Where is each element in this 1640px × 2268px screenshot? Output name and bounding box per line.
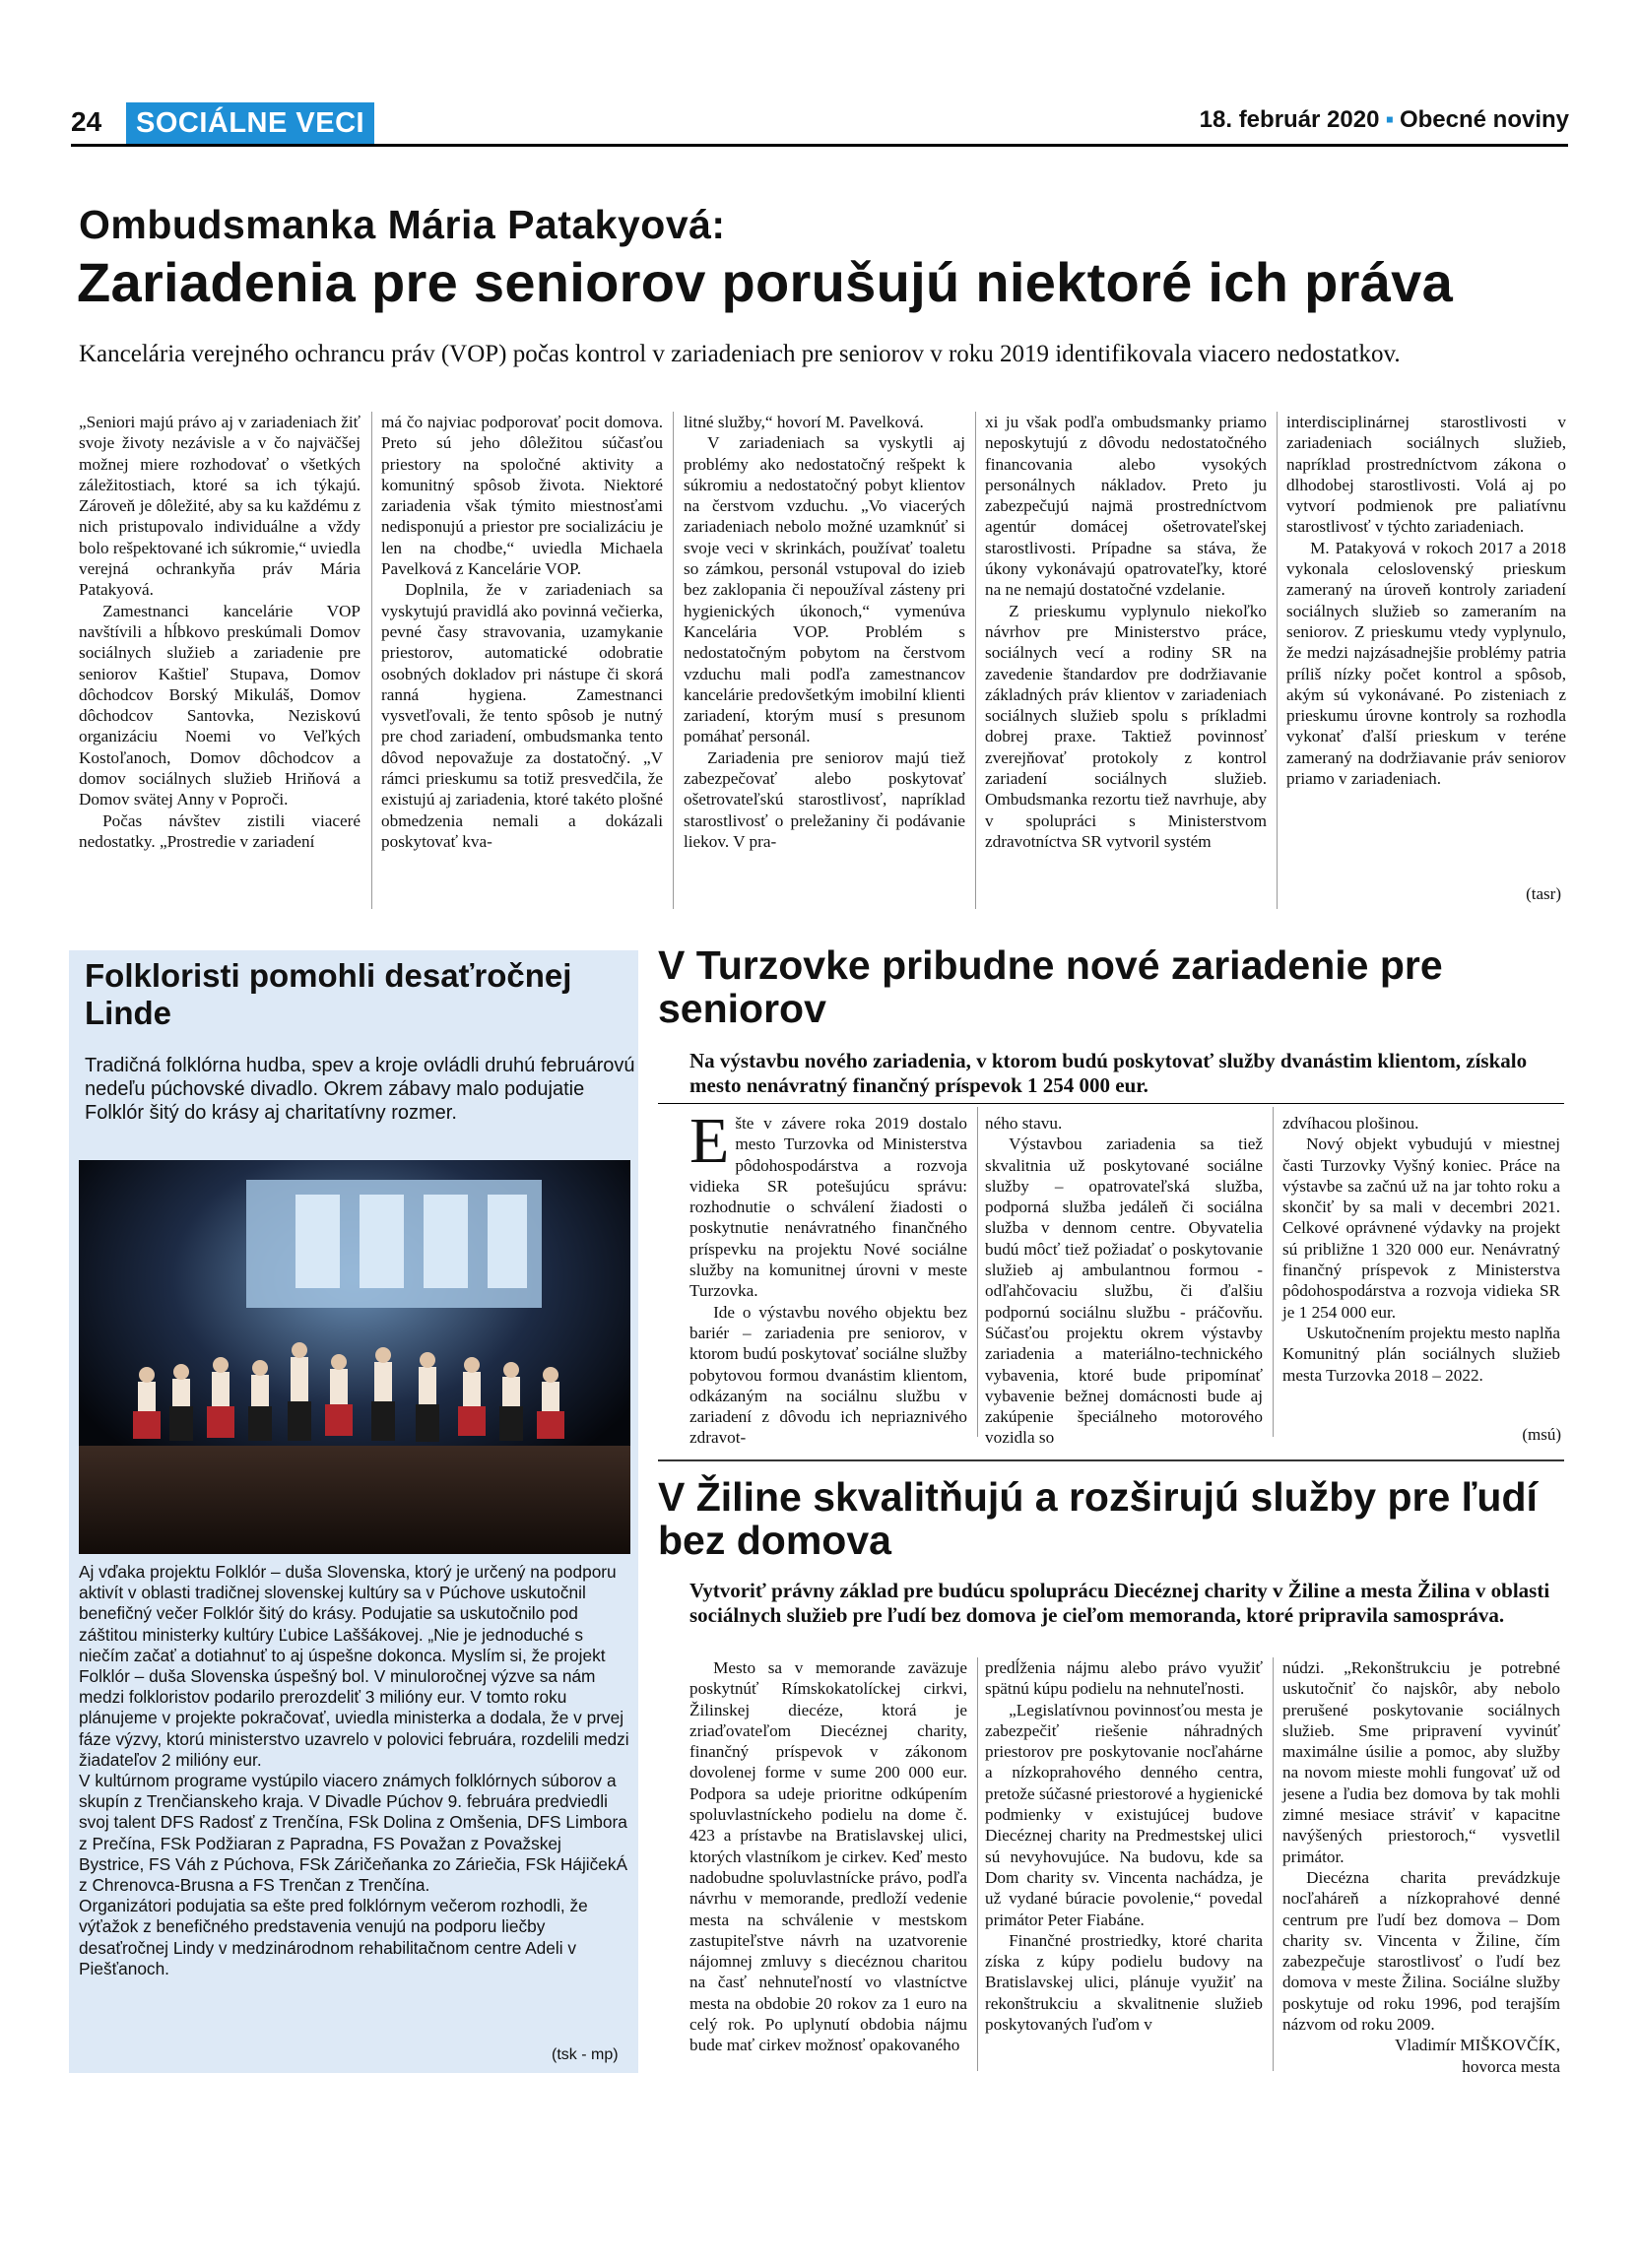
column-divider (977, 1657, 978, 2071)
article2-lead: Na výstavbu nového zariadenia, v ktorom budú poskytovať služby dvanástim klientom, získalo mesto nenávratný finančný príspevok 1 254 000 eur. (689, 1049, 1528, 1097)
paragraph: má čo najviac podporovať pocit domova. Preto sú jeho dôležitou súčasťou priestory na spoločné aktivity a komunitný spôsob života. Niektoré zariadenia však týmito miestnosťami nedisponujú a priestor pre socializáciu je len na chodbe,“ uviedla Michaela Pavelková z Kancelárie VOP. (381, 413, 663, 579)
paragraph: Doplnila, že v zariadeniach sa vyskytujú pravidlá ako povinná večierka, pevné časy stravovania, uzamykanie priestorov, automatické odobratie osobných dokladov pri nástupe či skorá ranná hygiena. Zamestnanci vysvetľovali, že tento spôsob je nutný pre chod zariadení, ombudsmanka tento dôvod nepovažuje za dostatočný. „V rámci prieskumu sa totiž presvedčila, že existujú aj zariadenia, ktoré takéto plošné obmedzenia nemali a dokázali poskytovať kva- (381, 580, 663, 851)
article2-column (689, 1105, 967, 1449)
paragraph: Aj vďaka projektu Folklór – duša Slovenska, ktorý je určený na podporu aktivít v oblasti tradičnej slovenskej kultúry sa v Púchove uskutočnil benefičný večer Folklór šitý do krásy. Podujatie sa uskutočnilo pod záštitou ministerky kultúry Ľubice Laššákovej. „Nie je jednoduché s niečím začať a dotiahnuť to aj úspešne dokonca. Myslím si, že projekt Folklór – duša Slovenska úspešný bol. V minuloročnej výzve sa nám medzi folkloristov podarilo prerozdeliť 3 milióny eur. V tomto roku plánujeme v projekte pokračovať, uviedla ministerka a dodala, že v prvej fáze výzvy, ktorú ministerstvo uzavrelo v polovici februára, rozdelili medzi žiadateľov 2 milióny eur. (79, 1562, 629, 1770)
header-rule (71, 144, 1568, 147)
paragraph: Finančné prostriedky, ktoré charita získa z kúpy podielu budovy na Bratislavskej ulici, plánuje využiť na rekonštrukciu a skvalitnenie služieb poskytovaných ľuďom v (985, 1930, 1263, 2035)
paragraph: V kultúrnom programe vystúpilo viacero známych folklórnych súborov a skupín z Trenčianskeho kraja. V Divadle Púchov 9. februára predviedli svoj talent DFS Radosť z Trenčína, FSk Dolina z Omšenia, DFS Limbora z Prečína, FSk Podžiaran z Papradna, FS Považan z Považskej Bystrice, FS Váh z Púchova, FSk Záričeňanka zo Záriečia, FSk HájičekÁ z Chrenovca-Brusna a FS Trenčan z Trenčína. (79, 1771, 628, 1896)
article2-signature: (msú) (1522, 1425, 1561, 1444)
sidebar-body (79, 1562, 630, 1979)
column-divider (1273, 1657, 1274, 2071)
paragraph: Diecézna charita prevádzkuje nocľaháreň a nízkoprahové denné centrum pre ľudí bez domova – Dom charity sv. Vincenta v Žiline, čím zabezpečuje starostlivosť o ľudí bez domova v meste Žilina. Sociálne služby poskytuje od roku 1996, pod terajším názvom od roku 2009. (1282, 1867, 1560, 2035)
article1-signature: (tasr) (1526, 884, 1561, 903)
column-divider (371, 412, 372, 909)
paragraph: Z prieskumu vyplynulo niekoľko návrhov pre Ministerstvo práce, sociálnych vecí a rodiny SR na zavedenie štandardov pre dodržiavanie základných práv klientov v zariadeniach sociálnych služieb spolu s príkladmi dobrej praxe. Taktiež povinnosť zverejňovať protokoly z kontrol zariadení sociálnych služieb. Ombudsmanka rezortu tiež navrhuje, aby v spolupráci s Ministerstvom zdravotníctva SR vytvoril systém (985, 601, 1267, 851)
article3-column (1282, 1657, 1560, 2077)
article1-column (985, 412, 1267, 852)
column-divider (975, 412, 976, 909)
paragraph: Zamestnanci kancelárie VOP navštívili a hĺbkovo preskúmali Domov sociálnych služieb a zariadenie pre seniorov Kaštieľ Stupava, Domov dôchodcov Borský Mikuláš, Domov dôchodcov Santovka, Neziskovú organizáciu Noemi vo Veľkých Kostoľanoch, Domov dôchodcov a domov sociálnych služieb Hriňová a Domov svätej Anny v Poproči. (79, 601, 361, 810)
lead-rule (658, 1103, 1564, 1104)
paragraph: V zariadeniach sa vyskytli aj problémy ako nedostatočný rešpekt k súkromiu a nedostatočný pobyt klientov na čerstvom vzduchu. „Vo viacerých zariadeniach nebolo možné uzamknúť si svoje veci v skrinkách, používať toaletu so zámkou, personál vstupoval do izieb bez zaklopania či nepoužíval zásteny pri hygienických úkonoch,“ vymenúva Kancelária VOP. Problém s nedostatočným pobytom na čerstvom vzduchu mali podľa zamestnancov kancelárie predovšetkým imobilní klienti zariadení, ktorým musí s presunom pomáhať personál. (684, 433, 965, 746)
folk-dance-stage-photo (79, 1160, 630, 1554)
paragraph: Nový objekt vybudujú v miestnej časti Turzovky Vyšný koniec. Práce na výstavbe sa začnú už na jar tohto roku a skončiť by sa mali v decembri 2021. Celkové oprávnené výdavky na projekt sú približne 1 320 000 eur. Nenávratný finančný príspevok z Ministerstva pôdohospodárstva a rozvoja vidieka SR je 1 254 000 eur. (1282, 1134, 1560, 1322)
article2-headline: V Turzovke pribudne nové zariadenie pre seniorov (658, 942, 1443, 1031)
sidebar-lead: Tradičná folklórna hudba, spev a kroje ovládli druhú februárovú nedeľu púchovské divadlo. Okrem zábavy malo podujatie Folklór šitý do krásy aj charitatívny rozmer. (85, 1055, 635, 1124)
article3-headline: V Žiline skvalitňujú a rozširujú služby pre ľudí bez domova (658, 1474, 1538, 1563)
article2-column (1282, 1113, 1560, 1386)
article1-column (381, 412, 663, 852)
paragraph: Mesto sa v memorande zaväzuje poskytnúť Rímskokatolíckej cirkvi, Žilinskej diecéze, ktorá je zriaďovateľom Diecéznej charity, finančný príspevok v zákonom dovolenej forme v sume 200 000 eur. Podpora sa udeje prioritne odkúpením spoluvlastníckeho podielu na dome č. 423 a prístavbe na Bratislavskej ulici, ktorých vlastníkom je cirkev. Keď mesto nadobudne spoluvlastnícke právo, podľa návrhu v memorande, predloží vedenie mesta na schválenie v mestskom zastupiteľstve návrh na uzatvorenie nájomnej zmluvy s diecéznou charitou na časť nehnuteľností vo vlastníctve mesta na obdobie 20 rokov za 1 euro na celý rok. Po uplynutí obdobia nájmu bude mať cirkev možnosť opakovaného (689, 1658, 967, 2055)
sidebar-signature: (tsk - mp) (552, 2046, 619, 2063)
article3-column (985, 1657, 1263, 2035)
paragraph: Organizátori podujatia sa ešte pred folklórnym večerom rozhodli, že výťažok z benefičného predstavenia venujú na podporu liečby desaťročnej Lindy v medzinárodnom rehabilitačnom centre Adeli v Piešťanoch. (79, 1896, 588, 1978)
paragraph: Ide o výstavbu nového objektu bez bariér – zariadenia pre seniorov, v ktorom budú poskytovať sociálne služby pobytovou formou dvanástim klientom, odkázaným na sociálnu službu v zariadení z dôvodu ich nepriaznivého zdravot- (689, 1302, 967, 1448)
article-separator (658, 1459, 1564, 1461)
paragraph: litné služby,“ hovorí M. Pavelková. (684, 413, 924, 431)
paragraph: Počas návštev zistili viaceré nedostatky. „Prostredie v zariadení (79, 810, 361, 851)
separator-dot: ▪ (1385, 106, 1394, 133)
paragraph: interdisciplinárnej starostlivosti v zariadeniach sociálnych služieb, napríklad prostredníctvom zákona o dlhodobej starostlivosti. Volá aj po vytvorí podmienok pre paliatívnu starostlivosť v týchto zariadeniach. (1286, 413, 1566, 537)
column-divider (977, 1107, 978, 1437)
article1-lead: Kancelária verejného ochrancu práv (VOP) počas kontrol v zariadeniach pre seniorov v roku 2019 identifikovala viacero nedostatkov. (79, 341, 1401, 367)
paragraph-text: šte v závere roka 2019 dostalo mesto Turzovka od Ministerstva pôdohospodárstva a rozvoja vidieka SR potešujúcu správu: rozhodnutie o schválení žiadosti o poskytnutie nenávratného finančného príspevku na projektu Nové sociálne služby na komunitnej úrovni v meste Turzovka. (689, 1114, 967, 1301)
article1-column (684, 412, 965, 852)
paragraph: Výstavbou zariadenia sa tiež skvalitnia už poskytované sociálne služby – opatrovateľská služba, podporná služba jedáleň či sociálna služba v dennom centre. Obyvatelia budú môcť tiež požiadať o poskytovanie služieb aj ambulantnou formou - odľahčovaciu službu, či ďalšiu podpornú sociálnu službu - práčovňu. Súčasťou projektu okrem výstavby zariadenia a materiálno-technického vybavenia, ktoré bude pripomínať vybavenie bežnej domácnosti bude aj zakúpenie špeciálneho motorového vozidla so (985, 1134, 1263, 1448)
article1-kicker: Ombudsmanka Mária Patakyová: (79, 202, 726, 247)
issue-date: 18. február 2020 (1199, 106, 1380, 133)
column-divider (673, 412, 674, 909)
paragraph: „Seniori majú právo aj v zariadeniach žiť svoje životy nezávisle a v čo najväčšej možnej miere rozhodovať o všetkých záležitostiach, ktoré sa ich týkajú. Zároveň je dôležité, aby sa ku každému z nich pristupovalo individuálne a vždy bolo rešpektované ich súkromie,“ uviedla verejná ochrankyňa práv Mária Patakyová. (79, 413, 361, 600)
paragraph: M. Patakyová v rokoch 2017 a 2018 vykonala celoslovenský prieskum zameraný na úroveň kontroly zariadení sociálnych služieb so zameraním na seniorov. Z prieskumu vtedy vyplynulo, že medzi najzásadnejšie problémy patria príliš nízky počet kontrol a spôsob, akým sú vykonávané. Po zisteniach z prieskumu úrovne kontroly sa rozhodla vykonať ďalší prieskum v teréne zameraný na dodržiavanie práv seniorov priamo v zariadeniach. (1286, 538, 1566, 789)
paragraph: ného stavu. (985, 1114, 1063, 1133)
paragraph: „Legislatívnou povinnosťou mesta je zabezpečiť riešenie náhradných priestorov pre poskytovanie nocľahárne a nízkoprahového denného centra, pretože súčasné priestorové a hygienické podmienky v existujúcej budove Diecéznej charity na Predmestskej ulici sú nevyhovujúce. Na budovu, kde sa Dom charity sv. Vincenta nachádza, je už vydané búracie povolenie,“ povedal primátor Peter Fiabáne. (985, 1700, 1263, 1929)
paragraph: Uskutočnením projektu mesto naplňa Komunitný plán sociálnych služieb mesta Turzovka 2018 – 2022. (1282, 1323, 1560, 1385)
article1-column (79, 412, 361, 852)
column-divider (1273, 1107, 1274, 1437)
stage-photo-graphic (79, 1160, 630, 1554)
article3-column (689, 1657, 967, 2056)
author-name: Vladimír MIŠKOVČÍK, (1394, 2036, 1560, 2055)
column-divider (1277, 412, 1278, 909)
section-label: SOCIÁLNE VECI (126, 102, 374, 144)
article1-body (79, 412, 1566, 919)
paragraph: Zariadenia pre seniorov majú tiež zabezpečovať alebo poskytovať ošetrovateľskú starostlivosť, napríklad starostlivosť o preležaniny či podávanie liekov. V pra- (684, 747, 965, 851)
paragraph (689, 1105, 967, 1302)
sidebar-headline: Folkloristi pomohli desaťročnej Linde (85, 957, 572, 1031)
article2-column (985, 1113, 1263, 1449)
paragraph: núdzi. „Rekonštrukciu je potrebné uskutočniť čo najskôr, aby nebolo prerušené poskytovanie sociálnych služieb. Sme pripravení vyvinúť maximálne úsilie a pomoc, aby služby na novom mieste mohli fungovať už od jesene a ľudia bez domova by tak mohli zimné mesiace stráviť v kapacitne navýšených priestoroch,“ vysvetlil primátor. (1282, 1658, 1560, 1866)
drop-cap: E (689, 1105, 730, 1177)
page-number: 24 (71, 106, 102, 137)
publication-name: Obecné noviny (1399, 106, 1569, 133)
paragraph: predĺženia nájmu alebo právo využiť spätnú kúpu podielu na nehnuteľnosti. (985, 1658, 1263, 1699)
article3-body (658, 1657, 1564, 2081)
paragraph: zdvíhacou plošinou. (1282, 1114, 1419, 1133)
paragraph: xi ju však podľa ombudsmanky priamo neposkytujú z dôvodu nedostatočného financovania alebo vysokých personálnych nákladov. Preto ju zabezpečujú najmä prostredníctvom agentúr domácej ošetrovateľskej starostlivosti. Prípadne sa stáva, že úkony vykonávajú opatrovateľky, ktoré na ne nemajú dostatočné vzdelanie. (985, 413, 1267, 600)
article1-column (1286, 412, 1566, 789)
article2-body (658, 1107, 1564, 1447)
header-date-publication (1200, 106, 1569, 134)
author-role: hovorca mesta (1462, 2056, 1560, 2076)
article1-headline: Zariadenia pre seniorov porušujú niektoré ich práva (77, 251, 1454, 313)
article3-lead: Vytvoriť právny základ pre budúcu spoluprácu Diecéznej charity v Žiline a mesta Žilina v oblasti sociálnych služieb pre ľudí bez domova je cieľom memoranda, ktoré pripravila samospráva. (689, 1579, 1550, 1627)
